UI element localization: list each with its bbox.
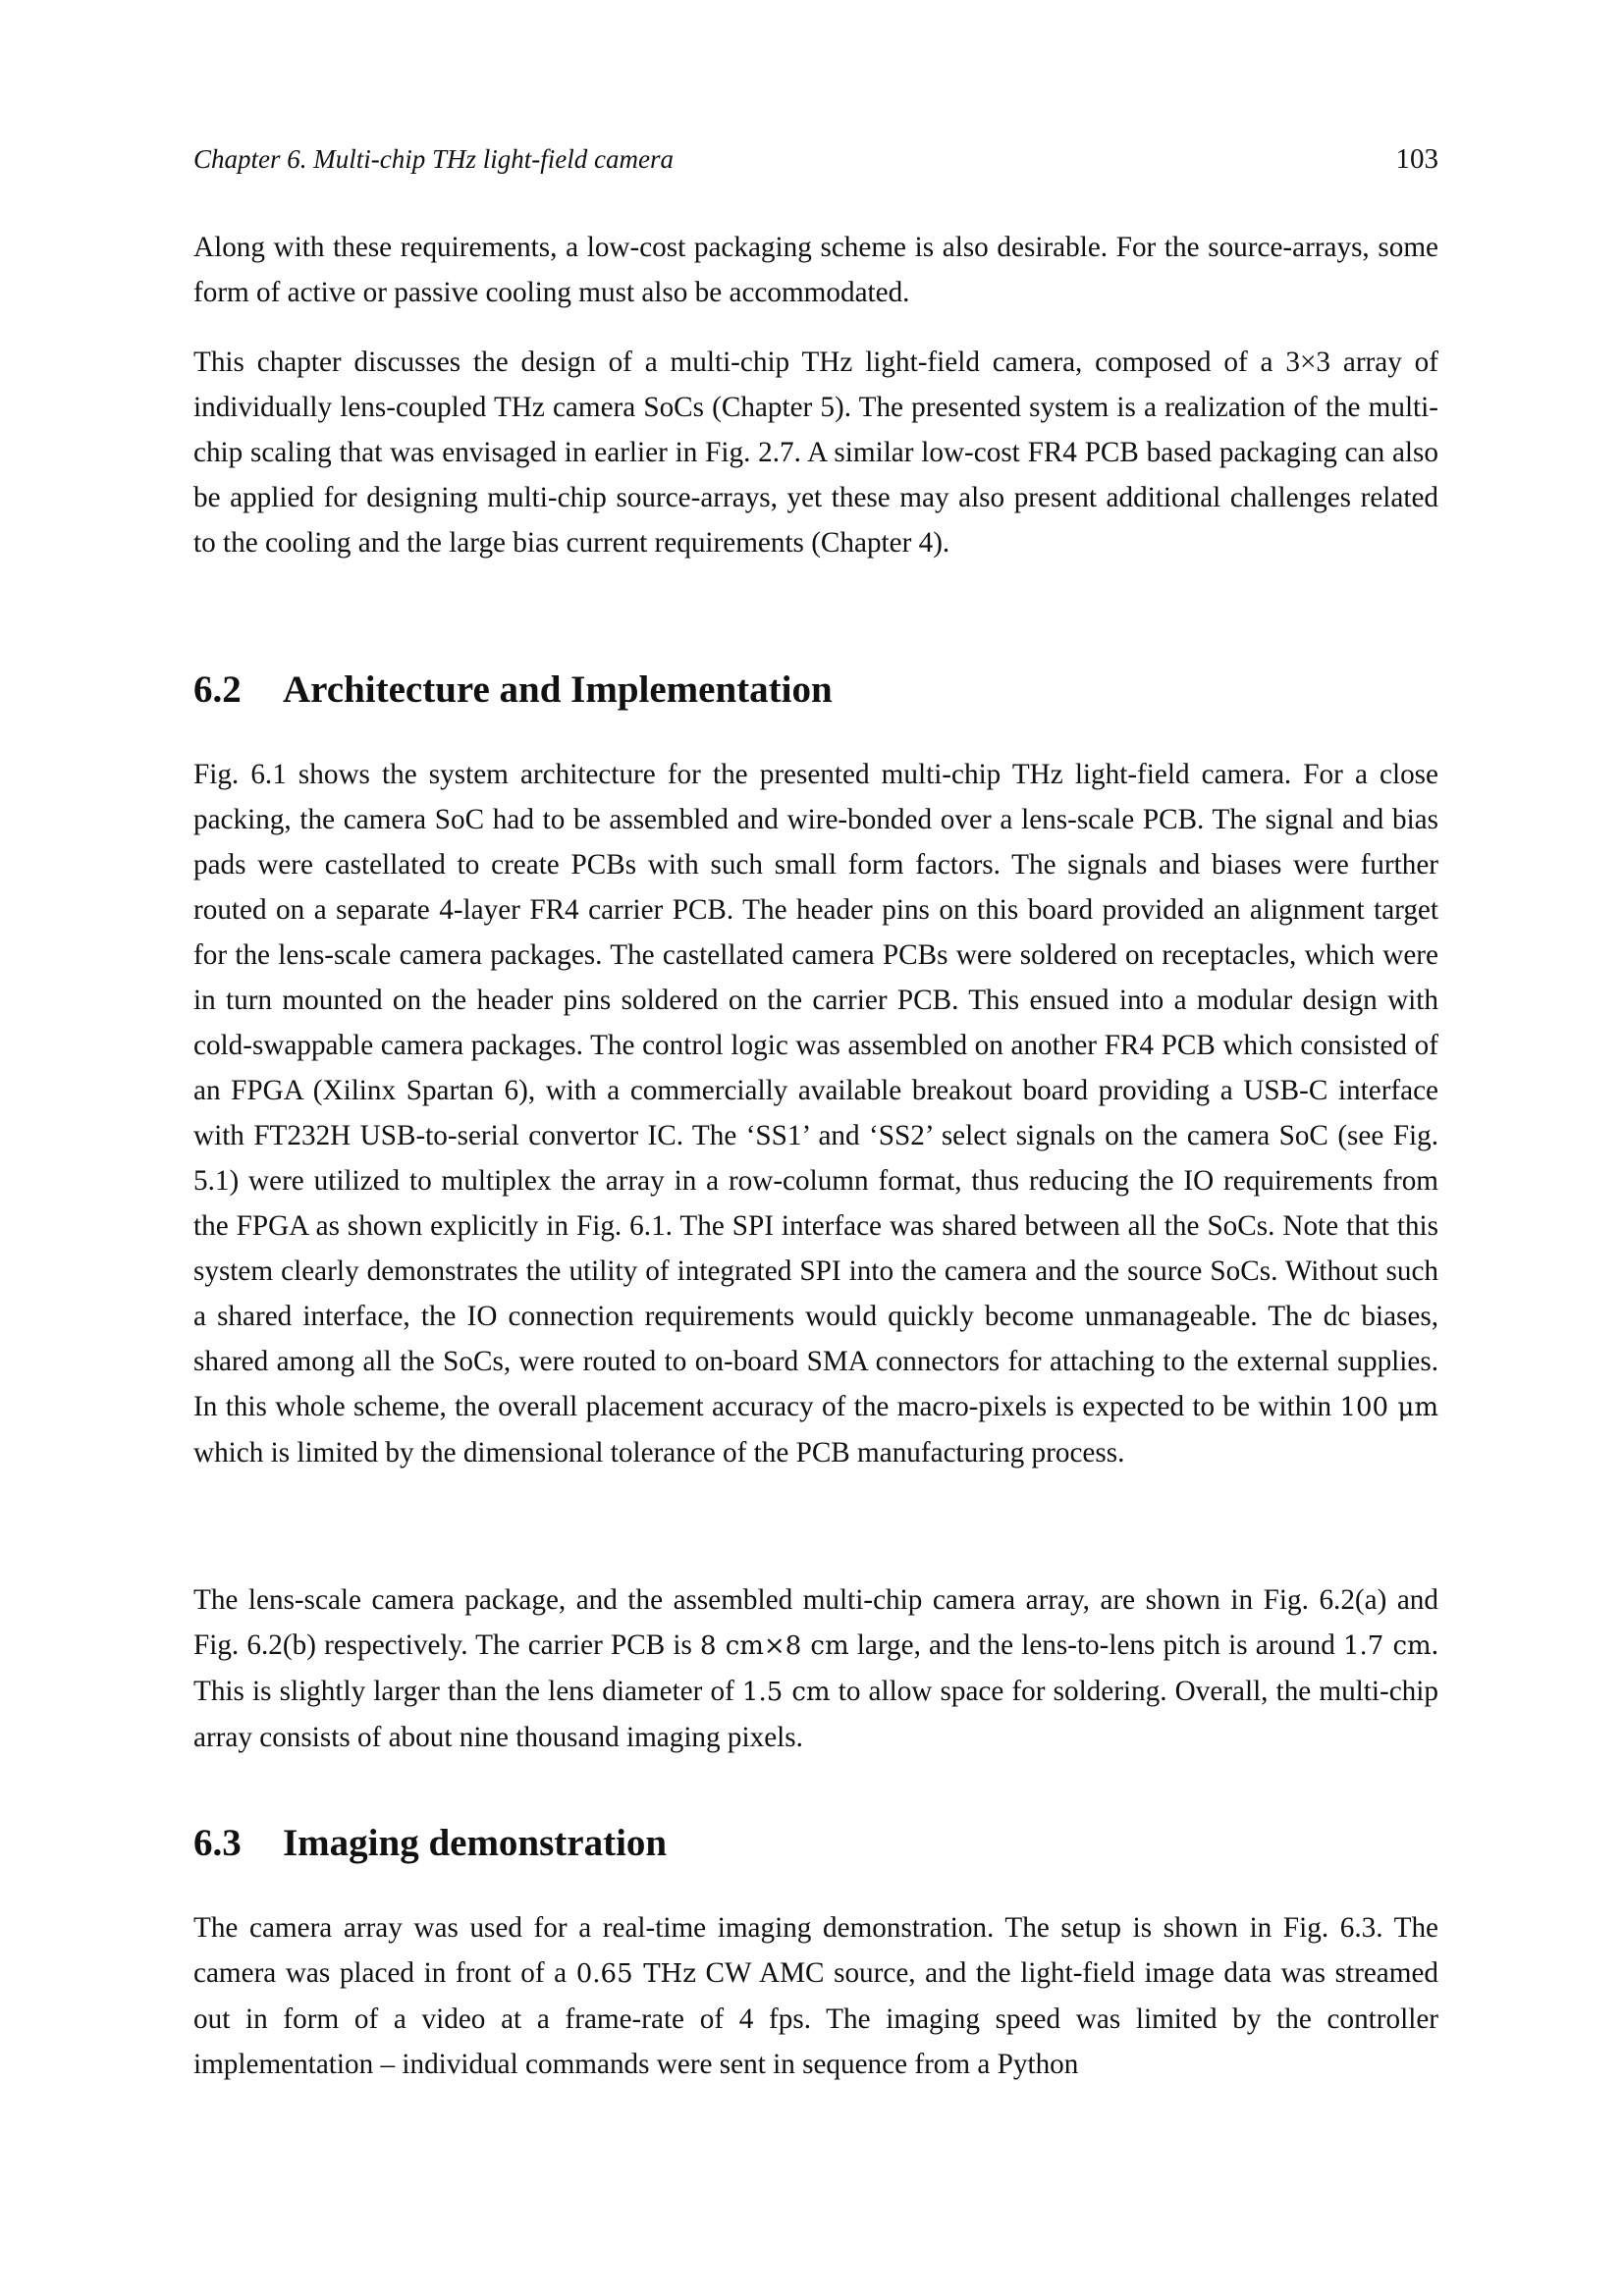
section-title: Imaging demonstration	[283, 1822, 668, 1864]
text-run: CW AMC source, and the light-field image data was streamed out in form of a video at a frame-rate of 4 fps. The imaging speed was limited by the controller implementation – individual commands were sent in sequence from a Python	[193, 1957, 1438, 2080]
section-heading-6-2	[193, 666, 1438, 715]
architecture-paragraph-2	[193, 1577, 1438, 1760]
imaging-paragraph-1	[193, 1905, 1438, 2087]
section-number: 6.3	[193, 1822, 242, 1864]
text-run: The camera array was used for a real-time imaging demonstration. The setup is shown in Fig. 6.3. The camera was placed in front of a	[193, 1912, 1438, 1989]
architecture-paragraph-1	[193, 752, 1438, 1475]
text-run: which is limited by the dimensional tolerance of the PCB manufacturing process.	[193, 1437, 1125, 1468]
running-header	[193, 143, 1438, 183]
text-run: The lens-scale camera package, and the assembled multi-chip camera array, are shown in Fig. 6.2(a) and Fig. 6.2(b) respectively. The carrier PCB is	[193, 1584, 1438, 1661]
text-run: Fig. 6.1 shows the system architecture for the presented multi-chip THz light-field camera. For a close packing, the camera SoC had to be assembled and wire-bonded over a lens-scale PCB. The signal and bias pads were castellated to create PCBs with such small form factors. The signals and biases were further routed on a separate 4-layer FR4 carrier PCB. The header pins on this board provided an alignment target for the lens-scale camera packages. The castellated camera PCBs were soldered on receptacles, which were in turn mounted on the header pins soldered on the carrier PCB. This ensued into a modular design with cold-swappable camera packages. The control logic was assembled on another FR4 PCB which consisted of an FPGA (Xilinx Spartan 6), with a commercially available breakout board providing a USB-C interface with FT232H USB-to-serial convertor IC. The ‘SS1’ and ‘SS2’ select signals on the camera SoC (see Fig. 5.1) were utilized to multiplex the array in a row-column format, thus reducing the IO requirements from the FPGA as shown explicitly in Fig. 6.1. The SPI interface was shared between all the SoCs. Note that this system clearly demonstrates the utility of integrated SPI into the camera and the source SoCs. Without such a shared interface, the IO connection requirements would quickly become unmanageable. The dc biases, shared among all the SoCs, were routed to on-board SMA connectors for attaching to the external supplies. In this whole scheme, the overall placement accuracy of the macro-pixels is expected to be within	[193, 759, 1438, 1422]
chapter-title: Chapter 6. Multi-chip THz light-field camera	[193, 144, 674, 174]
section-number: 6.2	[193, 668, 242, 711]
text-run: . This is slightly larger than the lens diameter of	[193, 1629, 1438, 1707]
text-run: large, and the lens-to-lens pitch is around	[848, 1629, 1343, 1661]
math-value: 8 cm×8 cm	[700, 1631, 849, 1661]
math-value: 100 μm	[1339, 1393, 1438, 1422]
math-value: 1.7 cm	[1342, 1631, 1432, 1661]
intro-paragraph-1: Along with these requirements, a low-cost packaging scheme is also desirable. For the source-arrays, some form of active or passive cooling must also be accommodated.	[193, 232, 1438, 308]
section-heading-6-3	[193, 1819, 1438, 1868]
math-value: 0.65 THz	[575, 1959, 696, 1989]
section-title: Architecture and Implementation	[283, 668, 833, 711]
text-run: to allow space for soldering. Overall, the multi-chip array consists of about nine thousand imaging pixels.	[193, 1676, 1438, 1753]
page-number: 103	[1395, 143, 1438, 175]
math-value: 1.5 cm	[741, 1678, 831, 1707]
intro-paragraph-2: This chapter discusses the design of a multi-chip THz light-field camera, composed of a 3×3 array of individually lens-coupled THz camera SoCs (Chapter 5). The presented system is a realization of the multi-chip scaling that was envisaged in earlier in Fig. 2.7. A similar low-cost FR4 PCB based packaging can also be applied for designing multi-chip source-arrays, yet these may also present additional challenges related to the cooling and the large bias current requirements (Chapter 4).	[193, 347, 1438, 559]
